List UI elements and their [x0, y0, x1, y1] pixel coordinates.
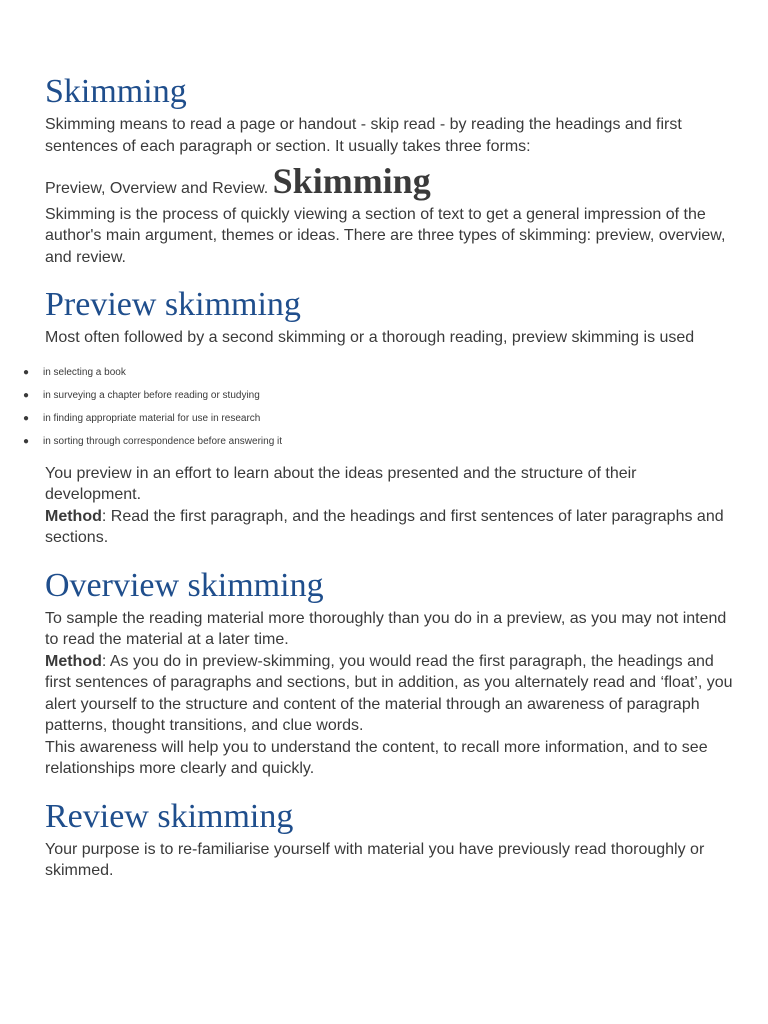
- preview-bullet-list: [23, 367, 713, 448]
- review-intro: Your purpose is to re-familiarise yourself with material you have previously read thoroughly or skimmed.: [45, 840, 705, 879]
- skimming-intro: Skimming means to read a page or handout - skip read - by reading the headings and first sentences of each paragraph or section. It usually takes three forms:: [45, 116, 682, 155]
- inline-heading-skimming: Skimming: [272, 161, 431, 201]
- preview-purpose: You preview in an effort to learn about the ideas presented and the structure of their development.: [45, 464, 637, 503]
- list-item: ● in surveying a chapter before reading or studying: [23, 389, 260, 401]
- heading-skimming: Skimming: [45, 73, 187, 110]
- forms-text: Preview, Overview and Review.: [45, 180, 269, 197]
- bullet-icon: ●: [23, 366, 30, 378]
- preview-intro: Most often followed by a second skimming or a thorough reading, preview skimming is used: [45, 329, 695, 346]
- method-label: Method: [45, 507, 102, 525]
- method-text: : As you do in preview-skimming, you would read the first paragraph, the headings and first sentences of paragraphs and sections, but in addition, as you alternately read and ‘float’, you alert yourself to the structure and content of the material through an awareness of paragraph patterns, thought transitions, and clue words.: [45, 652, 733, 734]
- list-item: ● in finding appropriate material for use in research: [23, 412, 261, 424]
- overview-awareness: This awareness will help you to understand the content, to recall more information, and to see relationships more clearly and quickly.: [45, 738, 708, 777]
- bullet-icon: ●: [23, 389, 30, 401]
- skimming-definition: Skimming is the process of quickly viewing a section of text to get a general impression of the author's main argument, themes or ideas. There are three types of skimming: preview, overview, and review.: [45, 205, 726, 266]
- list-item: ● in selecting a book: [23, 366, 126, 378]
- skimming-forms-line: [45, 163, 735, 200]
- overview-method: [45, 651, 735, 737]
- overview-intro: To sample the reading material more thoroughly than you do in a preview, as you may not intend to read the material at a later time.: [45, 609, 727, 648]
- preview-method: [45, 506, 735, 549]
- method-text: : Read the first paragraph, and the headings and first sentences of later paragraphs and sections.: [45, 507, 724, 546]
- bullet-icon: ●: [23, 412, 30, 424]
- heading-review-skimming: Review skimming: [45, 797, 294, 835]
- heading-overview-skimming: Overview skimming: [45, 566, 324, 604]
- heading-preview-skimming: Preview skimming: [45, 286, 301, 323]
- method-label: Method: [45, 652, 102, 670]
- bullet-icon: ●: [23, 435, 30, 447]
- document-page: [23, 72, 735, 882]
- list-item: ● in sorting through correspondence before answering it: [23, 435, 283, 447]
